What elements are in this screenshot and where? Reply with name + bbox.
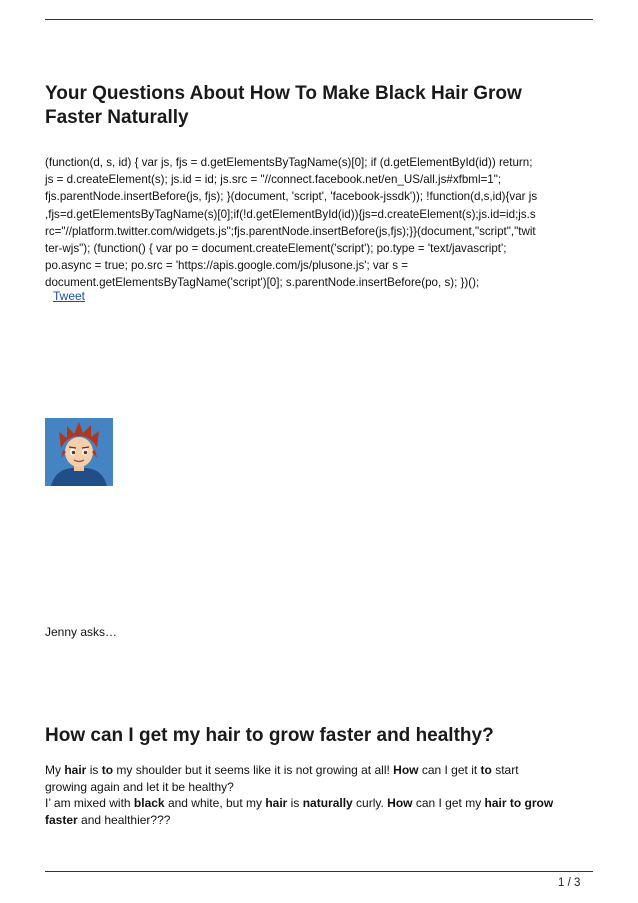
text-run: My <box>45 763 65 777</box>
text-run: my shoulder but it seems like it is not growing at all! <box>113 763 394 777</box>
text-run: can I get it <box>418 763 481 777</box>
script-line: (function(d, s, id) { var js, fjs = d.getElementsByTagName(s)[0]; if (d.getElementById(id)) return; <box>45 156 533 169</box>
keyword: How <box>393 763 419 777</box>
keyword: to <box>480 763 492 777</box>
embedded-script-text <box>45 154 597 292</box>
keyword: hair <box>265 796 288 810</box>
text-run: growing again and let it be healthy? <box>45 780 234 794</box>
keyword: naturally <box>302 796 353 810</box>
page-title <box>45 82 593 130</box>
user-avatar-icon <box>45 418 113 486</box>
script-line: js = d.createElement(s); js.id = id; js.src = "//connect.facebook.net/en_US/all.js#xfbml=1"; <box>45 173 502 187</box>
avatar <box>45 418 113 486</box>
keyword: faster <box>45 813 78 827</box>
question-title: How can I get my hair to grow faster and healthy? <box>45 725 494 746</box>
keyword: hair <box>64 763 87 777</box>
script-line: rc="//platform.twitter.com/widgets.js";fjs.parentNode.insertBefore(js,fjs);}}(document,"script","twit <box>45 224 536 238</box>
tweet-link[interactable]: Tweet <box>53 289 86 303</box>
question-body-paragraph <box>45 795 597 829</box>
text-run: is <box>287 796 303 810</box>
keyword: hair to grow <box>484 796 554 810</box>
footer-rule <box>45 871 593 872</box>
script-line: ter-wjs"); (function() { var po = document.createElement('script'); po.type = 'text/javascript'; <box>45 242 507 256</box>
page-title-line-1: Your Questions About How To Make Black Hair Grow <box>45 83 522 104</box>
page-number: 1 / 3 <box>558 877 581 889</box>
script-line: po.async = true; po.src = 'https://apis.google.com/js/plusone.js'; var s = <box>45 259 409 273</box>
script-line: ,fjs=d.getElementsByTagName(s)[0];if(!d.getElementById(id)){js=d.createElement(s);js.id=id;js.s <box>45 207 536 221</box>
text-run: curly. <box>352 796 388 810</box>
text-run: and white, but my <box>164 796 266 810</box>
keyword: to <box>101 763 114 777</box>
text-run: can I get my <box>412 796 485 810</box>
header-rule <box>45 19 593 20</box>
keyword: How <box>387 796 413 810</box>
text-run: I’ am mixed with <box>45 796 134 810</box>
script-line: fjs.parentNode.insertBefore(js, fjs); }(document, 'script', 'facebook-jssdk')); !function(d,s,id){var js <box>45 190 538 204</box>
asker-line: Jenny asks… <box>45 625 118 639</box>
page-title-line-2: Faster Naturally <box>45 107 189 128</box>
script-line: document.getElementsByTagName('script')[0]; s.parentNode.insertBefore(po, s); })(); <box>45 276 480 290</box>
text-run: start <box>491 763 519 777</box>
keyword: black <box>133 796 165 810</box>
text-run: and healthier??? <box>77 813 171 827</box>
text-run: is <box>86 763 102 777</box>
question-body-paragraph <box>45 762 597 796</box>
